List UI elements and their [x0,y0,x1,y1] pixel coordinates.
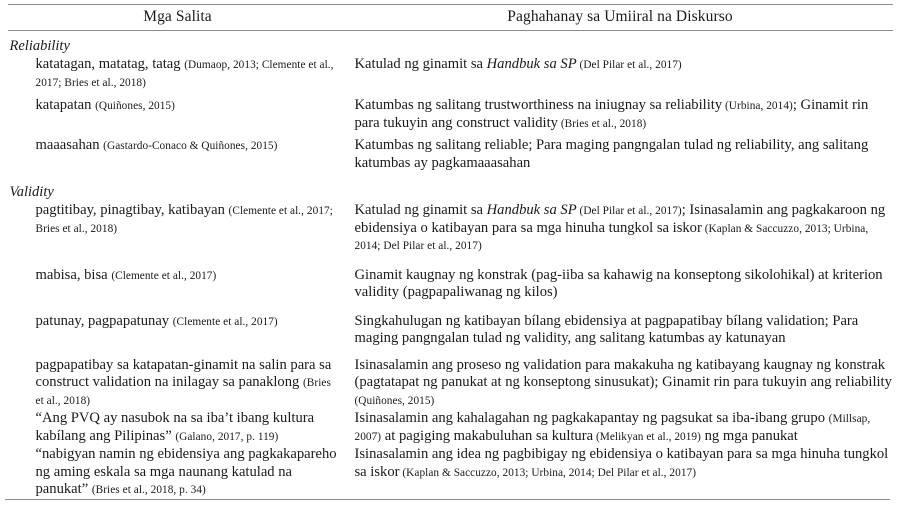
description-text-cont: at pagiging makabuluhan sa kultura [381,427,594,444]
description-citation: (Urbina, 2014) [722,100,793,113]
description-text: Katumbas ng salitang trustworthiness na iniugnay sa reliability [354,97,723,114]
term-citation: (Galano, 2017, p. 119) [175,430,279,443]
term-cell [8,267,348,285]
description-text-cont: ; Ginamit rin para tukuyin ang construct validity [354,97,869,131]
table-row [8,97,893,132]
term-citation: (Gastardo-Conaco & Quiñones, 2015) [103,140,278,153]
description-text-cont: ; Isinasalamin ang pagkakaroon ng ebidensiya o katibayan para sa mga hinuha tungkol sa iskor [354,202,886,236]
group-label-reliability: Reliability [9,38,70,54]
table-row [8,56,893,91]
term-citation: (Clemente et al., 2017; Bries et al., 2018) [35,205,333,235]
table-row [8,410,893,445]
table-bottom-rule [5,499,890,500]
term-citation: (Clemente et al., 2017) [111,269,217,282]
table-row [8,357,893,410]
term-cell [8,446,348,499]
description-text: Isinasalamin ang kahalagahan ng pagkakapantay ng pagsukat sa iba-ibang grupo [354,410,825,427]
description-title-italic: Handbuk sa SP [486,202,577,219]
term-citation: (Quiñones, 2015) [95,100,175,113]
table-row [8,267,893,302]
description-citation: (Millsap, 2007) [354,413,871,443]
table-row [8,446,893,499]
term-cell [8,202,348,237]
term-text: mabisa, bisa [35,266,108,283]
term-text: “Ang PVQ ay nasubok na sa iba’t ibang kultura kabílang ang Pilipinas” [35,410,315,444]
description-text: Katulad ng ginamit sa [354,56,487,73]
description-citation: (Del Pilar et al., 2017) [576,205,682,218]
description-citation: (Quiñones, 2015) [354,394,435,407]
description-citation: (Bries et al., 2018) [557,117,647,130]
description-citation: (Del Pilar et al., 2017) [576,59,682,72]
description-text: Isinasalamin ang proseso ng validation para makakuha ng katibayang kaugnay ng konstrak (pagtatapat ng panukat at ng konseptong sinusukat); Ginamit rin para tukuyin ang reliability [354,356,892,391]
term-cell [8,97,348,115]
description-citation: (Kaplan & Saccuzzo, 2013; Urbina, 2014; Del Pilar et al., 2017) [354,222,869,253]
term-text: “nabigyan namin ng ebidensiya ang pagkakapareho ng aming eskala sa mga naunang katulad na panukat” [35,446,337,498]
term-citation: (Bries et al., 2018, p. 34) [91,484,206,497]
table-header-row [8,5,893,30]
term-text: maaasahan [35,137,100,154]
description-cell: Ginamit kaugnay ng konstrak (pag-iiba sa kahawig na konseptong sikolohikal) at kriterion validity (pagpapaliwanag ng kilos) [354,266,883,301]
term-cell [8,56,348,91]
term-cell [8,410,348,445]
term-text: patunay, pagpapatunay [35,312,170,329]
term-text: katatagan, matatag, tatag [35,56,181,73]
table-body [8,31,893,499]
column-header-paghahanay: Paghahanay sa Umiiral na Diskurso [507,8,733,25]
term-cell [8,313,348,331]
description-cell: Katumbas ng salitang reliable; Para maging pangngalan tulad ng reliability, ang salitang katumbas ay pagkamaaasahan [354,137,869,171]
term-text: pagpapatibay sa katapatan-ginamit na salin para sa construct validation na inilagay sa panaklong [35,356,332,391]
description-text: Katulad ng ginamit sa [354,202,487,219]
description-cell [348,97,893,132]
description-text: Isinasalamin ang idea ng pagbibigay ng ebidensiya o katibayan para sa mga hinuha tungkol sa iskor [354,446,889,480]
description-cell [348,56,893,74]
term-cell [8,137,348,155]
term-citation: (Dumaop, 2013; Clemente et al., 2017; Bries et al., 2018) [35,59,334,89]
description-cell [348,357,893,410]
table-row [8,202,893,255]
table-container [0,4,900,508]
description-cell [348,446,893,481]
term-text: pagtitibay, pinagtibay, katibayan [35,202,225,219]
column-header-mga-salita: Mga Salita [143,8,212,25]
term-citation: (Bries et al., 2018) [35,377,331,407]
description-text-end: ng mga panukat [700,427,798,444]
group-label-validity: Validity [9,184,54,201]
description-citation: (Melikyan et al., 2019) [593,430,701,443]
description-title-italic: Handbuk sa SP [486,56,577,73]
term-text: katapatan [35,97,92,114]
description-cell [348,202,893,255]
description-citation: (Kaplan & Saccuzzo, 2013; Urbina, 2014; Del Pilar et al., 2017) [399,466,697,479]
table-row [8,313,893,348]
description-cell [348,410,893,445]
term-citation: (Clemente et al., 2017) [172,315,278,328]
table-row [8,137,893,172]
term-cell [8,357,348,410]
description-cell: Singkahulugan ng katibayan bílang ebidensiya at pagpapatibay bílang validation; Para maging pangngalan tulad ng validity, ang salitang katumbas ay katunayan [354,312,859,347]
